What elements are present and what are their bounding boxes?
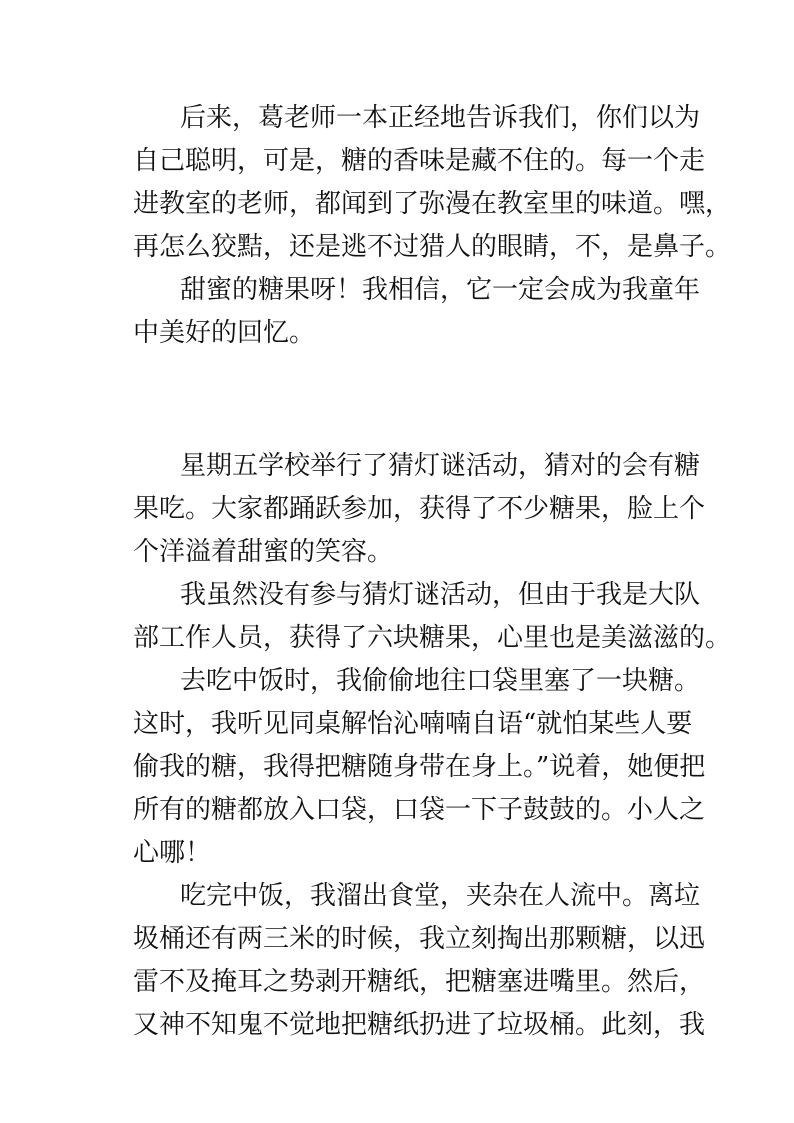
paragraph-line: 所有的糖都放入口袋，口袋一下子鼓鼓的。小人之: [133, 795, 706, 825]
paragraph-line: 偷我的糖，我得把糖随身带在身上。”说着，她便把: [133, 752, 706, 782]
paragraph-line: 后来，葛老师一本正经地告诉我们，你们以为: [180, 103, 701, 133]
paragraph-line: 个洋溢着甜蜜的笑容。: [133, 537, 394, 567]
paragraph-line: 又神不知鬼不觉地把糖纸扔进了垃圾桶。此刻，我: [133, 1010, 706, 1040]
paragraph-line: 我虽然没有参与猜灯谜活动，但由于我是大队: [180, 580, 701, 610]
paragraph-line: 自己聪明，可是，糖的香味是藏不住的。每一个走: [133, 146, 706, 176]
paragraph-line: 这时，我听见同桌解怡沁喃喃自语“就怕某些人要: [133, 709, 693, 739]
paragraph-line: 吃完中饭，我溜出食堂，夹杂在人流中。离垃: [180, 881, 701, 911]
paragraph-line: 中美好的回忆。: [133, 318, 316, 348]
paragraph-line: 果吃。大家都踊跃参加，获得了不少糖果，脸上个: [133, 494, 706, 524]
paragraph-line: 再怎么狡黠，还是逃不过猎人的眼睛，不，是鼻子。: [133, 232, 732, 262]
paragraph-line: 圾桶还有两三米的时候，我立刻掏出那颗糖，以迅: [133, 924, 706, 954]
paragraph-line: 星期五学校举行了猜灯谜活动，猜对的会有糖: [180, 451, 701, 481]
paragraph-line: 心哪！: [133, 838, 212, 868]
paragraph-line: 雷不及掩耳之势剥开糖纸，把糖塞进嘴里。然后，: [133, 967, 706, 997]
paragraph-line: 部工作人员，获得了六块糖果，心里也是美滋滋的。: [133, 623, 732, 653]
paragraph-line: 去吃中饭时，我偷偷地往口袋里塞了一块糖。: [180, 666, 701, 696]
paragraph-line: 进教室的老师，都闻到了弥漫在教室里的味道。嘿，: [133, 189, 732, 219]
paragraph-line: 甜蜜的糖果呀！我相信，它一定会成为我童年: [180, 275, 701, 305]
